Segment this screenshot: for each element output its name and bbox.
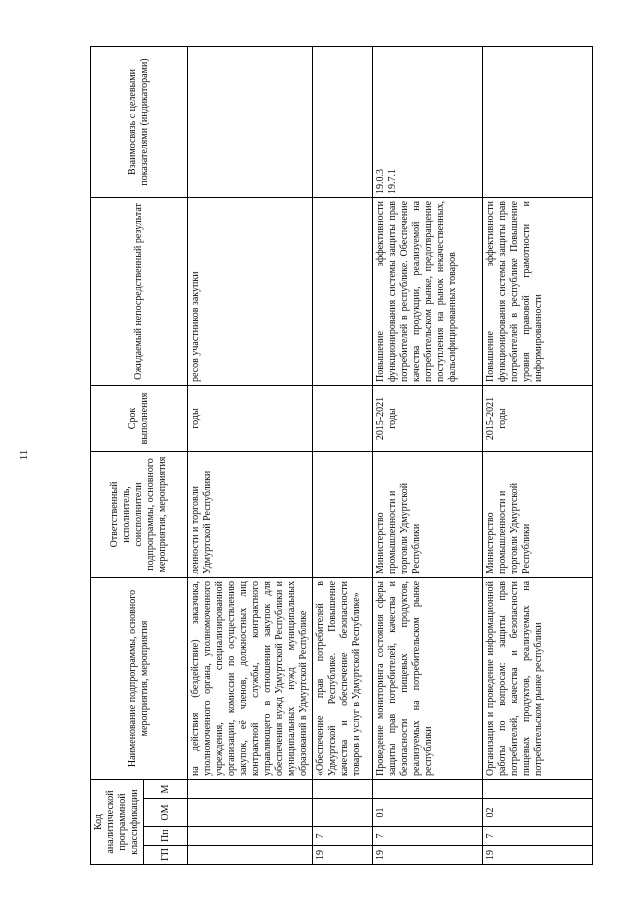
cell-name: «Обеспечение прав потребителей в Удмуртской Республике. Повышение качества и обеспечение безопасности товаров и услуг в Удмуртской Республике» — [313, 577, 373, 779]
cell-om: 02 — [483, 799, 593, 827]
page-number: 11 — [18, 449, 30, 461]
cell-om: 01 — [373, 799, 483, 827]
cell-om — [188, 799, 313, 827]
cell-executor: Министерство промышленности и торговли Удмуртской Республики — [373, 451, 483, 577]
cell-gp: 19 — [483, 846, 593, 865]
cell-pp — [188, 827, 313, 846]
cell-m — [188, 779, 313, 798]
executor-header: Ответственный исполнитель, соисполнители подпрограммы, основного мероприятия, мероприятия — [91, 451, 188, 577]
cell-pp: 7 — [373, 827, 483, 846]
cell-pp: 7 — [313, 827, 373, 846]
pp-header: Пп — [144, 827, 188, 846]
cell-term: 2015-2021 годы — [483, 385, 593, 451]
table-row — [313, 46, 373, 864]
term-header: Срок выполнения — [91, 385, 188, 451]
cell-link: 19.0.3 19.7.1 — [373, 46, 483, 197]
cell-link — [188, 46, 313, 197]
cell-m — [483, 779, 593, 798]
cell-term: 2015-2021 годы — [373, 385, 483, 451]
cell-name: на действия (бездействие) заказчика, уполномоченного органа, уполномоченного учреждения, специализированной организации, комиссии по осуществлению закупок, её членов, должностных лиц контрактной службы, контрактного управляющего в отношении закупок для обеспечения нужд Удмуртской Республики и муниципальных нужд муниципальных образований в Удмуртской Республике — [188, 577, 313, 779]
cell-name: Проведение мониторинга состояния сферы защиты прав потребителей, качества и безопасности пищевых продуктов, реализуемых на потребительском рынке республики — [373, 577, 483, 779]
cell-pp: 7 — [483, 827, 593, 846]
cell-term: годы — [188, 385, 313, 451]
table-row — [188, 46, 313, 864]
cell-executor: Министерство промышленности и торговли Удмуртской Республики — [483, 451, 593, 577]
cell-link — [483, 46, 593, 197]
cell-link — [313, 46, 373, 197]
cell-result: Повышение эффективности функционирования системы защиты прав потребителей в республике. Обеспечение качества продукции, реализуемой на потребительском рынке, предотвращение поступления на рынок некачественных, фальсифицированных товаров — [373, 197, 483, 385]
table-row — [483, 46, 593, 864]
cell-result — [313, 197, 373, 385]
cell-gp — [188, 846, 313, 865]
name-header: Наименование подпрограммы, основного мероприятия, мероприятия — [91, 577, 188, 779]
link-header: Взаимосвязь с целевыми показателями (индикаторами) — [91, 46, 188, 197]
om-header: ОМ — [144, 799, 188, 827]
m-header: М — [144, 779, 188, 798]
cell-m — [373, 779, 483, 798]
cell-m — [313, 779, 373, 798]
cell-term — [313, 385, 373, 451]
cell-gp: 19 — [373, 846, 483, 865]
cell-executor — [313, 451, 373, 577]
cell-gp: 19 — [313, 846, 373, 865]
gp-header: ГП — [144, 846, 188, 865]
program-table — [90, 46, 593, 865]
document-sheet — [90, 47, 604, 865]
cell-result: Повышение эффективности функционирования системы защиты прав потребителей в республике Повышение уровня правовой грамотности и информированности — [483, 197, 593, 385]
code-group-header: Код аналитической программной классификации — [91, 779, 144, 864]
result-header: Ожидаемый непосредственный результат — [91, 197, 188, 385]
cell-om — [313, 799, 373, 827]
cell-result: ресов участников закупки — [188, 197, 313, 385]
cell-name: Организация и проведение информационной работы по вопросам: защиты прав потребителей, качества и безопасности пищевых продуктов, реализуемых на потребительском рынке республики — [483, 577, 593, 779]
cell-executor: ленности и торговли Удмуртской Республики — [188, 451, 313, 577]
table-row — [373, 46, 483, 864]
